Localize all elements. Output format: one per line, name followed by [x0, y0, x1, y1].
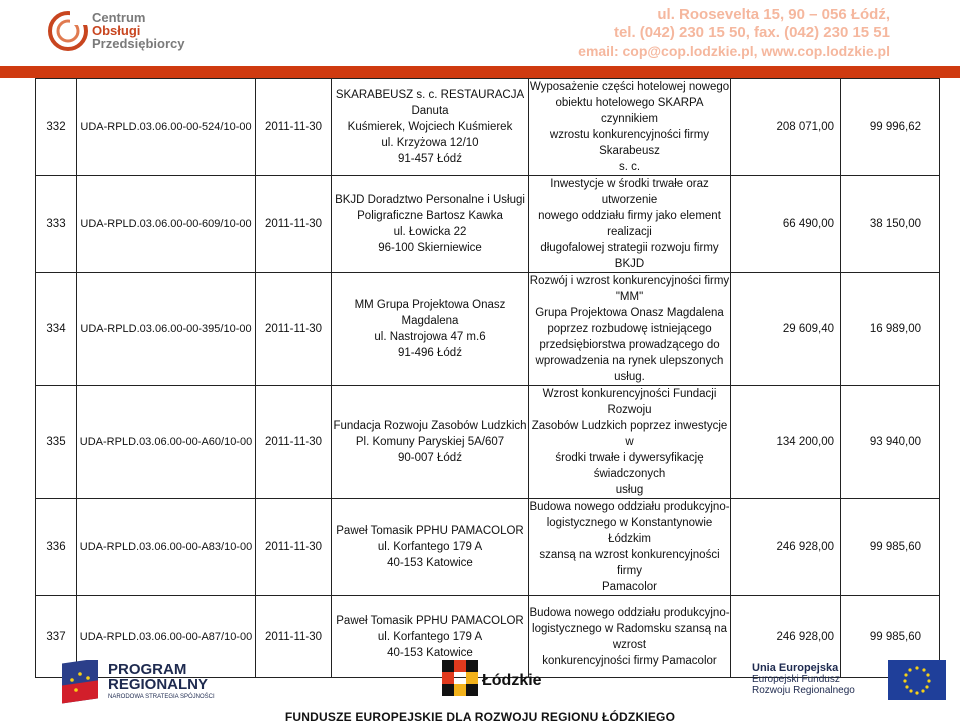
grant-value: 38 150,00 [841, 176, 940, 273]
grant-value: 99 985,60 [841, 499, 940, 596]
beneficiary-line: 91-457 Łódź [398, 153, 462, 165]
project-title-line: s. c. [618, 161, 641, 173]
table-row [36, 273, 940, 386]
logo-line-1: Centrum [92, 10, 146, 25]
contact-email: email: cop@cop.lodzkie.pl, www.cop.lodzkie.pl [578, 43, 890, 59]
table-row [36, 386, 940, 499]
lodzkie-wordmark: Łódzkie [482, 672, 542, 689]
project-title-line: Rozwój i wzrost konkurencyjności firmy "MM" [529, 275, 730, 303]
signing-date: 2011-11-30 [256, 79, 332, 176]
row-number: 334 [36, 273, 77, 386]
beneficiary-cell [332, 386, 529, 499]
cop-logo [48, 5, 238, 59]
project-title-line: Wyposażenie części hotelowej nowego [529, 81, 730, 93]
beneficiary-line: Kuśmierek, Wojciech Kuśmierek [347, 121, 513, 133]
grant-value: 99 985,60 [841, 596, 940, 678]
eu-flag-icon [888, 660, 946, 700]
row-number: 333 [36, 176, 77, 273]
project-title-line: Budowa nowego oddziału produkcyjno- [529, 501, 730, 513]
project-title-line: Zasobów Ludzkich poprzez inwestycje w [531, 420, 728, 448]
logo-line-2: Obsługi [92, 23, 141, 38]
grant-value: 93 940,00 [841, 386, 940, 499]
grant-value: 99 996,62 [841, 79, 940, 176]
project-title-line: środki trwałe i dywersyfikację świadczonych [555, 452, 704, 480]
contract-code: UDA-RPLD.03.06.00-00-395/10-00 [77, 273, 256, 386]
program-regionalny-logo [108, 662, 215, 700]
cop-logo-icon [48, 5, 90, 57]
project-title-line: logistycznego w Konstantynowie Łódzkim [546, 517, 713, 545]
project-title-line: poprzez rozbudowę istniejącego [547, 323, 712, 335]
project-title-line: Wzrost konkurencyjności Fundacji Rozwoju [542, 388, 717, 416]
beneficiary-line: 96-100 Skierniewice [378, 242, 482, 254]
eu-line-1: Unia Europejska [752, 662, 839, 674]
row-number: 337 [36, 596, 77, 678]
project-title-line: wzrostu konkurencyjności firmy Skarabeusz [549, 129, 710, 157]
project-title-cell [529, 499, 731, 596]
total-value: 134 200,00 [731, 386, 841, 499]
project-title-line: konkurencyjności firmy Pamacolor [542, 654, 717, 667]
contract-code: UDA-RPLD.03.06.00-00-A60/10-00 [77, 386, 256, 499]
total-value: 29 609,40 [731, 273, 841, 386]
table-row [36, 176, 940, 273]
beneficiary-line: ul. Krzyżowa 12/10 [381, 137, 479, 149]
signing-date: 2011-11-30 [256, 499, 332, 596]
project-title-cell [529, 386, 731, 499]
beneficiary-line: ul. Łowicka 22 [393, 226, 467, 238]
signing-date: 2011-11-30 [256, 386, 332, 499]
project-title-line: Budowa nowego oddziału produkcyjno- [529, 606, 730, 619]
project-title-cell [529, 176, 731, 273]
program-line-3: NARODOWA STRATEGIA SPÓJNOŚCI [108, 694, 215, 700]
contract-code: UDA-RPLD.03.06.00-00-A87/10-00 [77, 596, 256, 678]
beneficiary-line: Paweł Tomasik PPHU PAMACOLOR [336, 614, 524, 627]
project-title-cell [529, 273, 731, 386]
beneficiary-cell [332, 273, 529, 386]
row-number: 332 [36, 79, 77, 176]
total-value: 66 490,00 [731, 176, 841, 273]
signing-date: 2011-11-30 [256, 596, 332, 678]
table-row [36, 499, 940, 596]
program-line-1: PROGRAM [108, 661, 187, 678]
beneficiary-line: 90-007 Łódź [398, 452, 462, 464]
project-title-line: wprowadzenia na rynek ulepszonych usług. [535, 355, 724, 383]
beneficiary-line: ul. Nastrojowa 47 m.6 [374, 331, 486, 343]
contract-code: UDA-RPLD.03.06.00-00-524/10-00 [77, 79, 256, 176]
project-title-line: długofalowej strategii rozwoju firmy BKJD [540, 242, 719, 270]
contact-phone: tel. (042) 230 15 50, fax. (042) 230 15 51 [613, 24, 890, 41]
project-title-line: obiektu hotelowego SKARPA czynnikiem [555, 97, 704, 125]
row-number: 335 [36, 386, 77, 499]
beneficiary-line: MM Grupa Projektowa Onasz Magdalena [354, 299, 506, 327]
signing-date: 2011-11-30 [256, 176, 332, 273]
total-value: 246 928,00 [731, 596, 841, 678]
grants-table-body [36, 79, 940, 678]
program-logo-icon [58, 660, 104, 708]
project-title-line: Grupa Projektowa Onasz Magdalena [535, 307, 724, 319]
project-title-line: Pamacolor [602, 581, 657, 593]
beneficiary-line: Pl. Komuny Paryskiej 5A/607 [355, 436, 505, 448]
funds-slogan: FUNDUSZE EUROPEJSKIE DLA ROZWOJU REGIONU ŁÓDZKIEGO [284, 710, 676, 724]
beneficiary-line: Fundacja Rozwoju Zasobów Ludzkich [333, 420, 527, 432]
eu-fund-label [752, 662, 855, 696]
project-title-line: logistycznego w Radomsku szansą na wzrost [532, 622, 727, 651]
beneficiary-cell [332, 499, 529, 596]
table-row [36, 79, 940, 176]
beneficiary-line: 40-153 Katowice [387, 557, 473, 569]
project-title-line: usług [615, 484, 644, 496]
beneficiary-cell [332, 176, 529, 273]
eu-line-2: Europejski Fundusz [752, 674, 840, 685]
beneficiary-line: ul. Korfantego 179 A [377, 541, 483, 553]
project-title-line: przedsiębiorstwa prowadzącego do [539, 339, 720, 351]
beneficiary-cell [332, 79, 529, 176]
lodzkie-logo-icon [442, 660, 478, 696]
logo-text [92, 11, 185, 50]
contract-code: UDA-RPLD.03.06.00-00-A83/10-00 [77, 499, 256, 596]
beneficiary-line: BKJD Doradztwo Personalne i Usługi [335, 194, 525, 206]
beneficiary-line: SKARABEUSZ s. c. RESTAURACJA Danuta [335, 89, 525, 117]
total-value: 246 928,00 [731, 499, 841, 596]
grant-value: 16 989,00 [841, 273, 940, 386]
contact-block [578, 6, 890, 60]
beneficiary-line: Poligraficzne Bartosz Kawka [357, 210, 503, 222]
row-number: 336 [36, 499, 77, 596]
signing-date: 2011-11-30 [256, 273, 332, 386]
project-title-line: szansą na wzrost konkurencyjności firmy [539, 549, 720, 577]
beneficiary-line: 40-153 Katowice [387, 646, 473, 659]
eu-line-3: Rozwoju Regionalnego [752, 685, 855, 696]
contract-code: UDA-RPLD.03.06.00-00-609/10-00 [77, 176, 256, 273]
project-title-cell [529, 79, 731, 176]
total-value: 208 071,00 [731, 79, 841, 176]
beneficiary-line: Paweł Tomasik PPHU PAMACOLOR [336, 525, 524, 537]
beneficiary-line: ul. Korfantego 179 A [377, 630, 483, 643]
logo-line-3: Przedsiębiorcy [92, 36, 185, 51]
project-title-line: nowego oddziału firmy jako element realizacji [538, 210, 721, 238]
project-title-line: Inwestycje w środki trwałe oraz utworzenie [550, 178, 709, 206]
grants-table [35, 78, 940, 678]
header-band [0, 66, 960, 78]
page-footer [0, 650, 960, 724]
page-header [0, 0, 960, 66]
program-line-2: REGIONALNY [108, 676, 209, 693]
beneficiary-line: 91-496 Łódź [398, 347, 462, 359]
contact-address: ul. Roosevelta 15, 90 – 056 Łódź, [657, 6, 890, 23]
